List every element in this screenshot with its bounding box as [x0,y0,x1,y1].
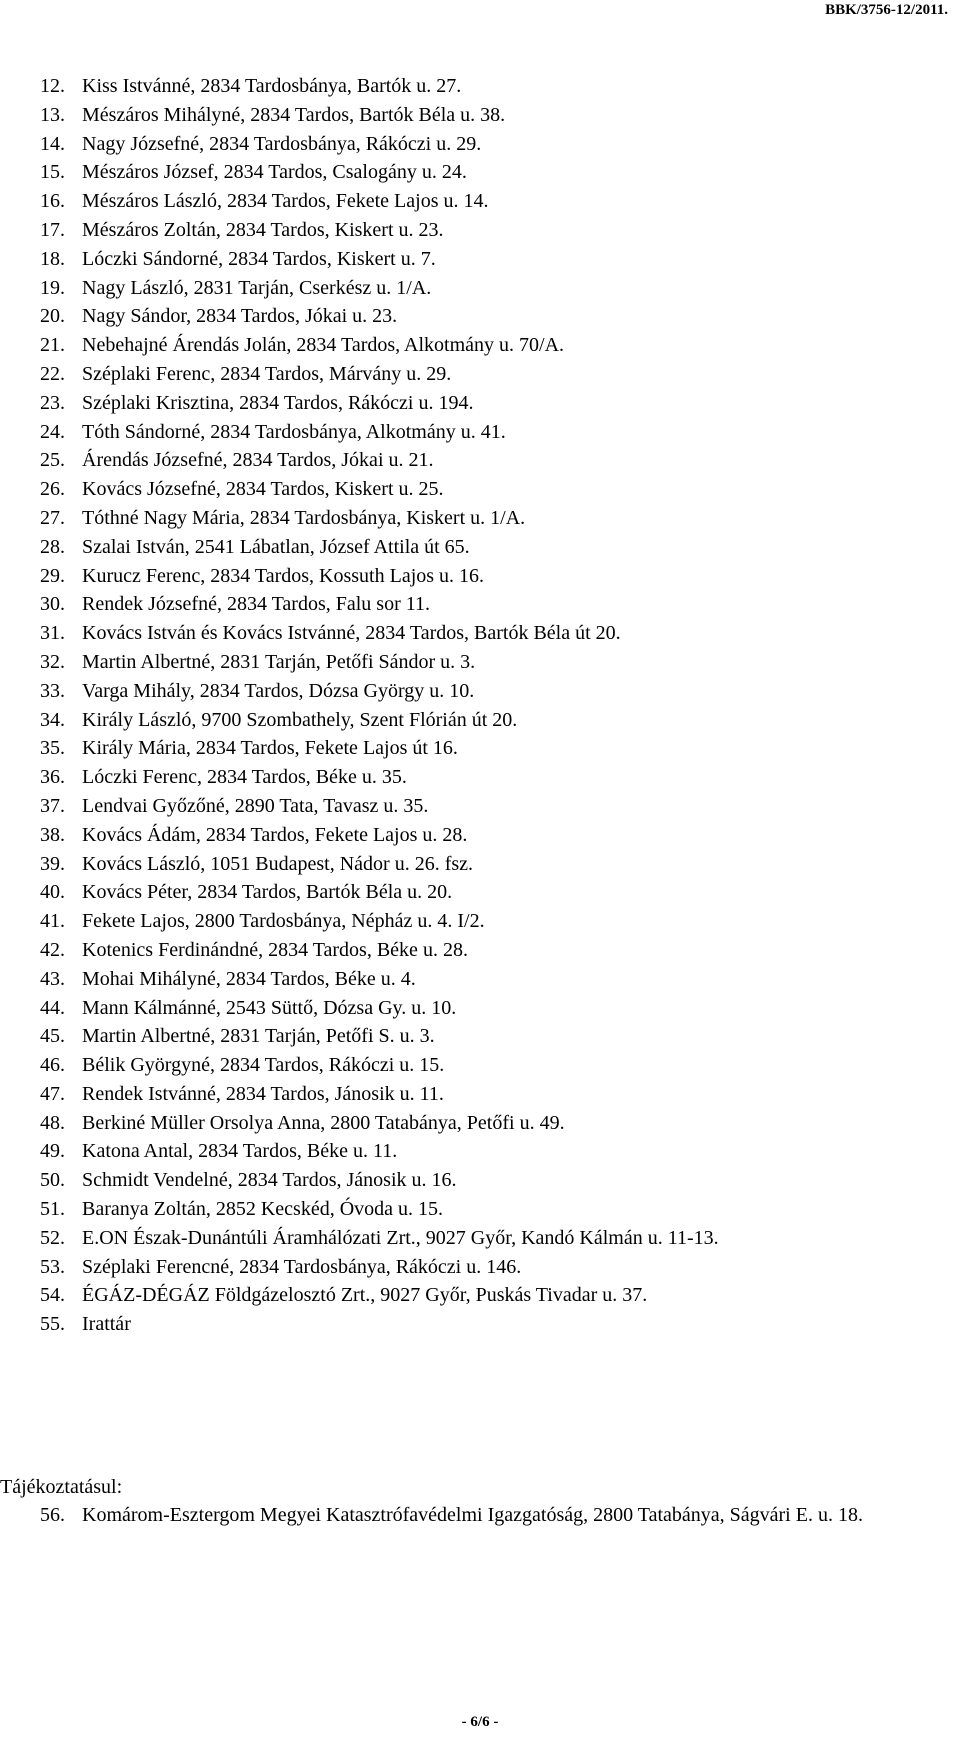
recipient-number: 37. [40,794,65,817]
recipient-text: Kurucz Ferenc, 2834 Tardos, Kossuth Lajos u. 16. [82,564,485,587]
recipient-number: 24. [40,420,65,443]
document-reference: BBK/3756-12/2011. [825,2,948,18]
recipient-text: Nebehajné Árendás Jolán, 2834 Tardos, Alkotmány u. 70/A. [82,334,565,357]
recipient-number: 21. [40,334,65,357]
recipient-number: 43. [40,967,65,990]
recipient-text: Schmidt Vendelné, 2834 Tardos, Jánosik u. 16. [82,1169,457,1192]
recipient-number: 54. [40,1284,65,1307]
recipient-text: Mészáros Zoltán, 2834 Tardos, Kiskert u. 23. [82,218,444,241]
recipient-text: Mann Kálmánné, 2543 Süttő, Dózsa Gy. u. 10. [82,996,457,1019]
recipient-item [40,158,952,187]
recipient-text: Király Mária, 2834 Tardos, Fekete Lajos út 16. [82,737,458,760]
recipient-item [40,475,952,504]
recipient-number: 16. [40,190,65,213]
info-recipient [40,1501,958,1530]
recipient-item [40,734,952,763]
recipient-number: 22. [40,362,65,385]
recipient-number: 28. [40,535,65,558]
info-recipient-number: 56. [40,1504,65,1526]
recipient-item [40,1051,952,1080]
recipient-number: 27. [40,506,65,529]
recipient-item [40,850,952,879]
recipient-item [40,72,952,101]
recipient-item [40,706,952,735]
recipient-number: 49. [40,1140,65,1163]
recipient-text: Tóth Sándorné, 2834 Tardosbánya, Alkotmány u. 41. [82,420,506,443]
recipient-text: Rendek Istvánné, 2834 Tardos, Jánosik u. 11. [82,1082,444,1105]
info-recipient-text: Komárom-Esztergom Megyei Katasztrófavédelmi Igazgatóság, 2800 Tatabánya, Ságvári E. u. 18. [82,1504,863,1526]
recipient-item [40,936,952,965]
recipient-item [40,418,952,447]
recipient-number: 26. [40,478,65,501]
recipient-item [40,965,952,994]
recipient-item [40,648,952,677]
recipient-text: Nagy László, 2831 Tarján, Cserkész u. 1/A. [82,276,432,299]
recipient-number: 12. [40,75,65,97]
recipient-number: 23. [40,391,65,414]
recipient-text: ÉGÁZ-DÉGÁZ Földgázelosztó Zrt., 9027 Győr, Puskás Tivadar u. 37. [82,1284,648,1307]
recipient-item [40,677,952,706]
recipient-number: 19. [40,276,65,299]
recipient-number: 50. [40,1169,65,1192]
recipient-item [40,1224,952,1253]
recipient-text: Széplaki Krisztina, 2834 Tardos, Rákóczi u. 194. [82,391,474,414]
recipient-item [40,504,952,533]
recipient-text: Széplaki Ferenc, 2834 Tardos, Márvány u. 29. [82,362,452,385]
recipient-number: 45. [40,1025,65,1048]
recipient-number: 38. [40,823,65,846]
recipient-number: 40. [40,881,65,904]
recipient-text: Kotenics Ferdinándné, 2834 Tardos, Béke u. 28. [82,938,468,961]
recipient-text: Árendás Józsefné, 2834 Tardos, Jókai u. 21. [82,449,434,472]
recipient-text: Kovács László, 1051 Budapest, Nádor u. 26. fsz. [82,852,474,875]
recipient-text: Király László, 9700 Szombathely, Szent Flórián út 20. [82,708,518,731]
recipient-text: Széplaki Ferencné, 2834 Tardosbánya, Rákóczi u. 146. [82,1255,522,1278]
recipient-number: 14. [40,132,65,155]
recipient-text: Varga Mihály, 2834 Tardos, Dózsa György u. 10. [82,679,475,702]
recipient-text: Tóthné Nagy Mária, 2834 Tardosbánya, Kiskert u. 1/A. [82,506,526,529]
recipient-list [40,72,952,1339]
recipient-item [40,1022,952,1051]
recipient-item [40,1253,952,1282]
recipient-item [40,274,952,303]
recipient-number: 33. [40,679,65,702]
recipient-text: E.ON Észak-Dunántúli Áramhálózati Zrt., 9027 Győr, Kandó Kálmán u. 11-13. [82,1226,719,1249]
recipient-item [40,907,952,936]
page-number: - 6/6 - [461,1714,499,1730]
recipient-item [40,590,952,619]
recipient-item [40,994,952,1023]
recipient-text: Szalai István, 2541 Lábatlan, József Attila út 65. [82,535,470,558]
recipient-item [40,1137,952,1166]
recipient-number: 48. [40,1111,65,1134]
recipient-number: 52. [40,1226,65,1249]
recipient-number: 42. [40,938,65,961]
recipient-number: 39. [40,852,65,875]
recipient-number: 41. [40,910,65,933]
recipient-text: Kovács Józsefné, 2834 Tardos, Kiskert u. 25. [82,478,444,501]
recipient-text: Fekete Lajos, 2800 Tardosbánya, Népház u. 4. I/2. [82,910,485,933]
recipient-item [40,360,952,389]
recipient-item [40,619,952,648]
recipient-number: 25. [40,449,65,472]
recipient-number: 32. [40,650,65,673]
recipient-text: Lóczki Sándorné, 2834 Tardos, Kiskert u. 7. [82,247,436,270]
recipient-text: Lóczki Ferenc, 2834 Tardos, Béke u. 35. [82,766,407,789]
recipient-number: 47. [40,1082,65,1105]
recipient-text: Rendek Józsefné, 2834 Tardos, Falu sor 11. [82,593,430,616]
recipient-text: Mészáros László, 2834 Tardos, Fekete Lajos u. 14. [82,190,489,213]
recipient-text: Mohai Mihályné, 2834 Tardos, Béke u. 4. [82,967,416,990]
recipient-text: Baranya Zoltán, 2852 Kecskéd, Óvoda u. 15. [82,1198,444,1221]
recipient-number: 30. [40,593,65,616]
recipient-item [40,187,952,216]
recipient-text: Kovács Ádám, 2834 Tardos, Fekete Lajos u. 28. [82,823,468,846]
recipient-item [40,1195,952,1224]
recipient-number: 20. [40,305,65,328]
recipient-number: 17. [40,218,65,241]
recipient-item [40,101,952,130]
recipient-number: 35. [40,737,65,760]
recipient-number: 51. [40,1198,65,1221]
recipient-item [40,245,952,274]
recipient-number: 13. [40,103,65,126]
recipient-text: Martin Albertné, 2831 Tarján, Petőfi Sándor u. 3. [82,650,476,673]
recipient-text: Lendvai Győzőné, 2890 Tata, Tavasz u. 35. [82,794,429,817]
recipient-item [40,1281,952,1310]
recipient-text: Katona Antal, 2834 Tardos, Béke u. 11. [82,1140,398,1163]
recipient-number: 46. [40,1054,65,1077]
recipient-number: 36. [40,766,65,789]
recipient-text: Martin Albertné, 2831 Tarján, Petőfi S. u. 3. [82,1025,435,1048]
recipient-text: Nagy Józsefné, 2834 Tardosbánya, Rákóczi u. 29. [82,132,482,155]
recipient-text: Bélik Györgyné, 2834 Tardos, Rákóczi u. 15. [82,1054,445,1077]
recipient-item [40,533,952,562]
recipient-item [40,821,952,850]
recipient-text: Kovács Péter, 2834 Tardos, Bartók Béla u. 20. [82,881,453,904]
info-section-label: Tájékoztatásul: [0,1476,123,1498]
recipient-text: Kiss Istvánné, 2834 Tardosbánya, Bartók u. 27. [82,75,462,97]
recipient-item [40,1166,952,1195]
recipient-item [40,130,952,159]
recipient-text: Mészáros Mihályné, 2834 Tardos, Bartók Béla u. 38. [82,103,506,126]
recipient-item [40,562,952,591]
recipient-number: 53. [40,1255,65,1278]
recipient-text: Irattár [82,1313,131,1336]
recipient-number: 15. [40,161,65,184]
recipient-number: 44. [40,996,65,1019]
recipient-item [40,389,952,418]
recipient-text: Mészáros József, 2834 Tardos, Csalogány u. 24. [82,161,467,184]
recipient-number: 34. [40,708,65,731]
recipient-item [40,216,952,245]
recipient-text: Berkiné Müller Orsolya Anna, 2800 Tatabánya, Petőfi u. 49. [82,1111,565,1134]
recipient-item [40,1080,952,1109]
recipient-number: 31. [40,622,65,645]
recipient-item [40,878,952,907]
recipient-number: 55. [40,1313,65,1336]
recipient-item [40,1109,952,1138]
recipient-text: Kovács István és Kovács Istvánné, 2834 Tardos, Bartók Béla út 20. [82,622,621,645]
recipient-number: 18. [40,247,65,270]
recipient-item [40,792,952,821]
recipient-item [40,1310,952,1339]
recipient-item [40,446,952,475]
recipient-item [40,763,952,792]
recipient-text: Nagy Sándor, 2834 Tardos, Jókai u. 23. [82,305,398,328]
recipient-number: 29. [40,564,65,587]
recipient-item [40,302,952,331]
recipient-item [40,331,952,360]
